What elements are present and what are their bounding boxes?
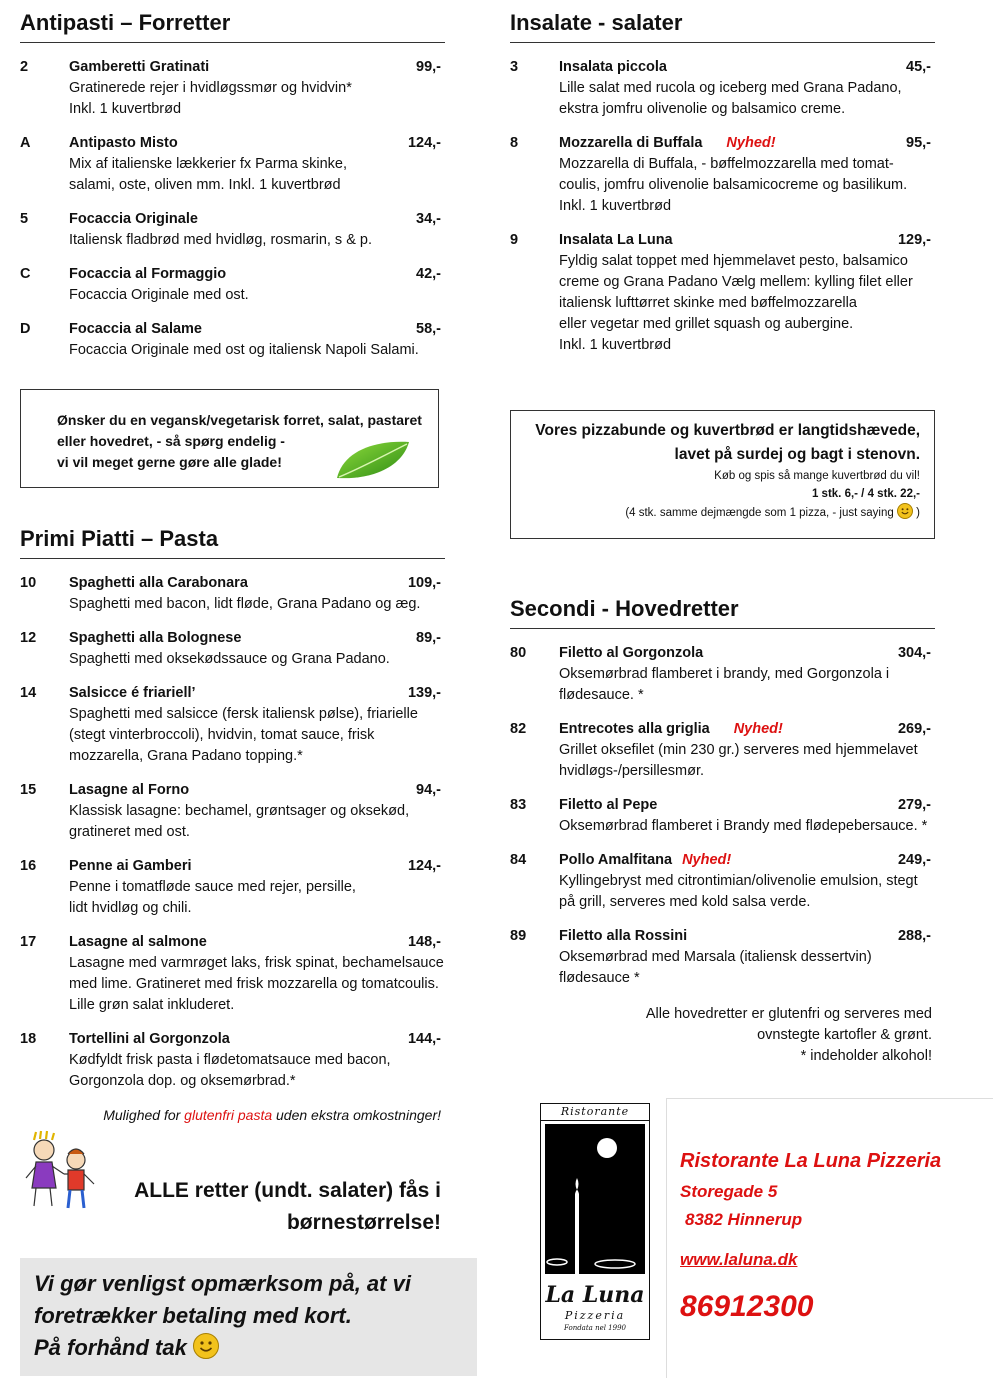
item-number: D <box>20 321 31 337</box>
item-name: Focaccia Originale <box>69 211 198 227</box>
item-price: 42,- <box>416 266 441 282</box>
section-title-insalate: Insalate - salater <box>510 10 935 43</box>
item-description: Mix af italienske lækkerier fx Parma skinke, salami, oste, oliven mm. Inkl. 1 kuvertbrød <box>69 156 347 193</box>
menu-item <box>20 209 445 251</box>
phone-number: 86912300 <box>680 1290 814 1323</box>
item-name: Penne ai Gamberi <box>69 858 192 874</box>
menu-item <box>510 850 935 913</box>
item-name: Insalata La Luna <box>559 232 673 248</box>
secondi-section <box>510 596 935 989</box>
menu-item <box>510 133 935 217</box>
item-number: 82 <box>510 721 527 737</box>
item-number: 9 <box>510 232 519 248</box>
gluten-note-post: uden ekstra omkostninger! <box>272 1107 441 1123</box>
item-number: 83 <box>510 797 527 813</box>
address-street: Storegade 5 <box>680 1182 778 1201</box>
item-name: Entrecotes alla griglia <box>559 721 710 737</box>
item-name: Lasagne al Forno <box>69 782 190 798</box>
item-description: Spaghetti med salsicce (fersk italiensk pølse), friarielle (stegt vinterbroccoli), hvidvin, tomat sauce, frisk mozzarella, Grana Padano topping.* <box>69 706 418 764</box>
gluten-note-highlight: glutenfri pasta <box>184 1107 273 1123</box>
menu-item <box>20 628 445 670</box>
item-price: 99,- <box>416 59 441 75</box>
new-badge: Nyhed! <box>682 852 732 868</box>
section-title-secondi: Secondi - Hovedretter <box>510 596 935 629</box>
item-price: 124,- <box>407 135 441 151</box>
restaurant-name: Ristorante La Luna Pizzeria <box>680 1150 942 1172</box>
item-name: Gamberetti Gratinati <box>69 59 210 75</box>
item-description: Focaccia Originale med ost og italiensk Napoli Salami. <box>69 342 419 358</box>
menu-item <box>20 856 445 919</box>
item-number: 89 <box>510 928 527 944</box>
item-description: Oksemørbrad flamberet i Brandy med flødepebersauce. * <box>559 818 928 834</box>
website-link[interactable]: www.laluna.dk <box>680 1250 798 1269</box>
vegan-info-box <box>20 389 439 488</box>
secondi-footer-note: Alle hovedretter er glutenfri og serveres med ovnstegte kartofler & grønt. * indeholder alkohol! <box>645 1006 932 1064</box>
dough-line-3-text: (4 stk. samme dejmængde som 1 pizza, - just saying <box>625 507 894 519</box>
item-price: 304,- <box>897 645 931 661</box>
new-badge: Nyhed! <box>733 721 783 737</box>
dough-line-2: 1 stk. 6,- / 4 stk. 22,- <box>811 488 920 500</box>
menu-item <box>510 795 935 837</box>
item-price: 249,- <box>897 852 931 868</box>
item-number: C <box>20 266 31 282</box>
item-price: 129,- <box>897 232 931 248</box>
item-number: 2 <box>20 59 29 75</box>
menu-item <box>20 932 445 1016</box>
item-description: Klassisk lasagne: bechamel, grøntsager og oksekød, gratineret med ost. <box>69 803 410 840</box>
item-number: A <box>20 135 31 151</box>
item-number: 12 <box>20 630 37 646</box>
item-description: Lasagne med varmrøget laks, frisk spinat, bechamelsauce med lime. Gratineret med frisk mozzarella og tomatcoulis. Lille grøn salat inkluderet. <box>69 955 444 1013</box>
item-description: Penne i tomatfløde sauce med rejer, persille, lidt hvidløg og chili. <box>69 879 356 916</box>
logo-artwork <box>545 1124 645 1274</box>
item-price: 58,- <box>416 321 441 337</box>
logo-brand-text: La Luna <box>545 1282 645 1308</box>
item-price: 139,- <box>407 685 441 701</box>
item-number: 80 <box>510 645 527 661</box>
item-number: 16 <box>20 858 37 874</box>
item-price: 269,- <box>897 721 931 737</box>
menu-item <box>20 133 445 196</box>
item-number: 15 <box>20 782 37 798</box>
section-title-pasta: Primi Piatti – Pasta <box>20 526 445 559</box>
kids-portion-text: ALLE retter (undt. salater) fås i børnestørrelse! <box>134 1179 441 1234</box>
item-name: Filetto al Pepe <box>559 797 658 813</box>
item-price: 89,- <box>416 630 441 646</box>
item-name: Tortellini al Gorgonzola <box>69 1031 230 1047</box>
item-description: Spaghetti med oksekødssauce og Grana Padano. <box>69 651 390 667</box>
item-name: Focaccia al Salame <box>69 321 202 337</box>
item-name: Insalata piccola <box>559 59 667 75</box>
logo-sub-text: Pizzeria <box>564 1309 626 1322</box>
item-number: 17 <box>20 934 37 950</box>
item-description: Focaccia Originale med ost. <box>69 287 249 303</box>
menu-item <box>20 264 445 306</box>
item-price: 109,- <box>407 575 441 591</box>
item-description: Kødfyldt frisk pasta i flødetomatsauce med bacon, Gorgonzola dop. og oksemørbrad.* <box>69 1052 391 1089</box>
menu-item <box>20 780 445 843</box>
restaurant-logo <box>540 1103 650 1340</box>
moon-candle-icon <box>545 1124 645 1274</box>
dough-headline: Vores pizzabunde og kuvertbrød er langtidshævede, lavet på surdej og bagt i stenovn. <box>535 422 920 463</box>
logo-top-text: Ristorante <box>541 1104 649 1121</box>
item-number: 5 <box>20 211 29 227</box>
payment-notice-box <box>20 1258 477 1376</box>
item-name: Lasagne al salmone <box>69 934 207 950</box>
item-name: Focaccia al Formaggio <box>69 266 227 282</box>
item-price: 148,- <box>407 934 441 950</box>
item-description: Italiensk fladbrød med hvidløg, rosmarin, s & p. <box>69 232 373 248</box>
payment-notice-text: Vi gør venligst opmærksom på, at vi foretrækker betaling med kort. På forhånd tak <box>34 1271 411 1360</box>
address-city: 8382 Hinnerup <box>685 1210 803 1229</box>
item-description: Gratinerede rejer i hvidløgssmør og hvidvin* Inkl. 1 kuvertbrød <box>69 80 352 117</box>
item-number: 10 <box>20 575 37 591</box>
item-description: Lille salat med rucola og iceberg med Grana Padano, ekstra jomfru olivenolie og balsamico creme. <box>559 80 902 117</box>
item-price: 95,- <box>906 135 931 151</box>
item-name: Pollo Amalfitana <box>559 852 673 868</box>
menu-item <box>510 719 935 782</box>
smiley-icon <box>897 503 913 519</box>
antipasti-section <box>20 10 445 361</box>
contact-box <box>666 1098 993 1378</box>
item-price: 288,- <box>897 928 931 944</box>
insalate-list <box>510 57 935 356</box>
item-name: Spaghetti alla Bolognese <box>69 630 242 646</box>
item-number: 18 <box>20 1031 37 1047</box>
item-price: 144,- <box>407 1031 441 1047</box>
item-name: Antipasto Misto <box>69 135 178 151</box>
menu-item <box>20 1029 445 1092</box>
smiley-icon <box>193 1333 219 1359</box>
dough-line-3-end: ) <box>916 507 920 519</box>
item-number: 14 <box>20 685 37 701</box>
secondi-list <box>510 643 935 989</box>
item-number: 84 <box>510 852 527 868</box>
gluten-note-pre: Mulighed for <box>103 1107 185 1123</box>
item-description: Spaghetti med bacon, lidt fløde, Grana Padano og æg. <box>69 596 421 612</box>
item-price: 94,- <box>416 782 441 798</box>
item-number: 3 <box>510 59 519 75</box>
dough-info-box <box>510 410 935 539</box>
item-number: 8 <box>510 135 519 151</box>
menu-item <box>20 683 445 767</box>
item-name: Filetto al Gorgonzola <box>559 645 704 661</box>
item-description: Kyllingebryst med citrontimian/olivenolie emulsion, stegt på grill, serveres med kold salsa verde. <box>559 873 918 910</box>
pasta-list <box>20 573 445 1092</box>
menu-item <box>510 57 935 120</box>
vegan-info-text: Ønsker du en vegansk/vegetarisk forret, salat, pastaret eller hovedret, - så spørg endelig - vi vil meget gerne gøre alle glade! <box>57 412 422 470</box>
menu-item <box>20 57 445 120</box>
menu-item <box>20 319 445 361</box>
new-badge: Nyhed! <box>726 135 776 151</box>
leaf-icon <box>333 438 413 482</box>
menu-item <box>20 573 445 615</box>
item-description: Fyldig salat toppet med hjemmelavet pesto, balsamico creme og Grana Padano Vælg mellem: kylling filet eller italiensk lufttørret skinke med bøffelmozzarella eller vegetar med grillet squash og aubergine. Inkl. 1 kuvertbrød <box>559 253 913 353</box>
section-title-antipasti: Antipasti – Forretter <box>20 10 445 43</box>
item-price: 124,- <box>407 858 441 874</box>
insalate-section <box>510 10 935 356</box>
item-description: Oksemørbrad med Marsala (italiensk dessertvin) flødesauce * <box>559 949 872 986</box>
item-price: 45,- <box>906 59 931 75</box>
kids-icon <box>22 1130 104 1214</box>
item-name: Mozzarella di Buffala <box>559 135 703 151</box>
item-description: Grillet oksefilet (min 230 gr.) serveres med hjemmelavet hvidløgs-/persillesmør. <box>559 742 918 779</box>
menu-item <box>510 643 935 706</box>
logo-founded-text: Fondata nel 1990 <box>564 1324 626 1332</box>
item-name: Salsicce é friariell’ <box>69 685 196 701</box>
antipasti-list <box>20 57 445 361</box>
menu-item <box>510 230 935 356</box>
item-name: Spaghetti alla Carabonara <box>69 575 248 591</box>
dough-line-1: Køb og spis så mange kuvertbrød du vil! <box>714 470 920 482</box>
item-name: Filetto alla Rossini <box>559 928 688 944</box>
dough-line-3 <box>511 503 920 522</box>
item-description: Mozzarella di Buffala, - bøffelmozzarella med tomat- coulis, jomfru olivenolie balsamicocreme og basilikum. Inkl. 1 kuvertbrød <box>559 156 908 214</box>
item-description: Oksemørbrad flamberet i brandy, med Gorgonzola i flødesauce. * <box>559 666 890 703</box>
pasta-section <box>20 526 445 1092</box>
gluten-free-note <box>20 1107 441 1123</box>
item-price: 34,- <box>416 211 441 227</box>
item-price: 279,- <box>897 797 931 813</box>
menu-item <box>510 926 935 989</box>
